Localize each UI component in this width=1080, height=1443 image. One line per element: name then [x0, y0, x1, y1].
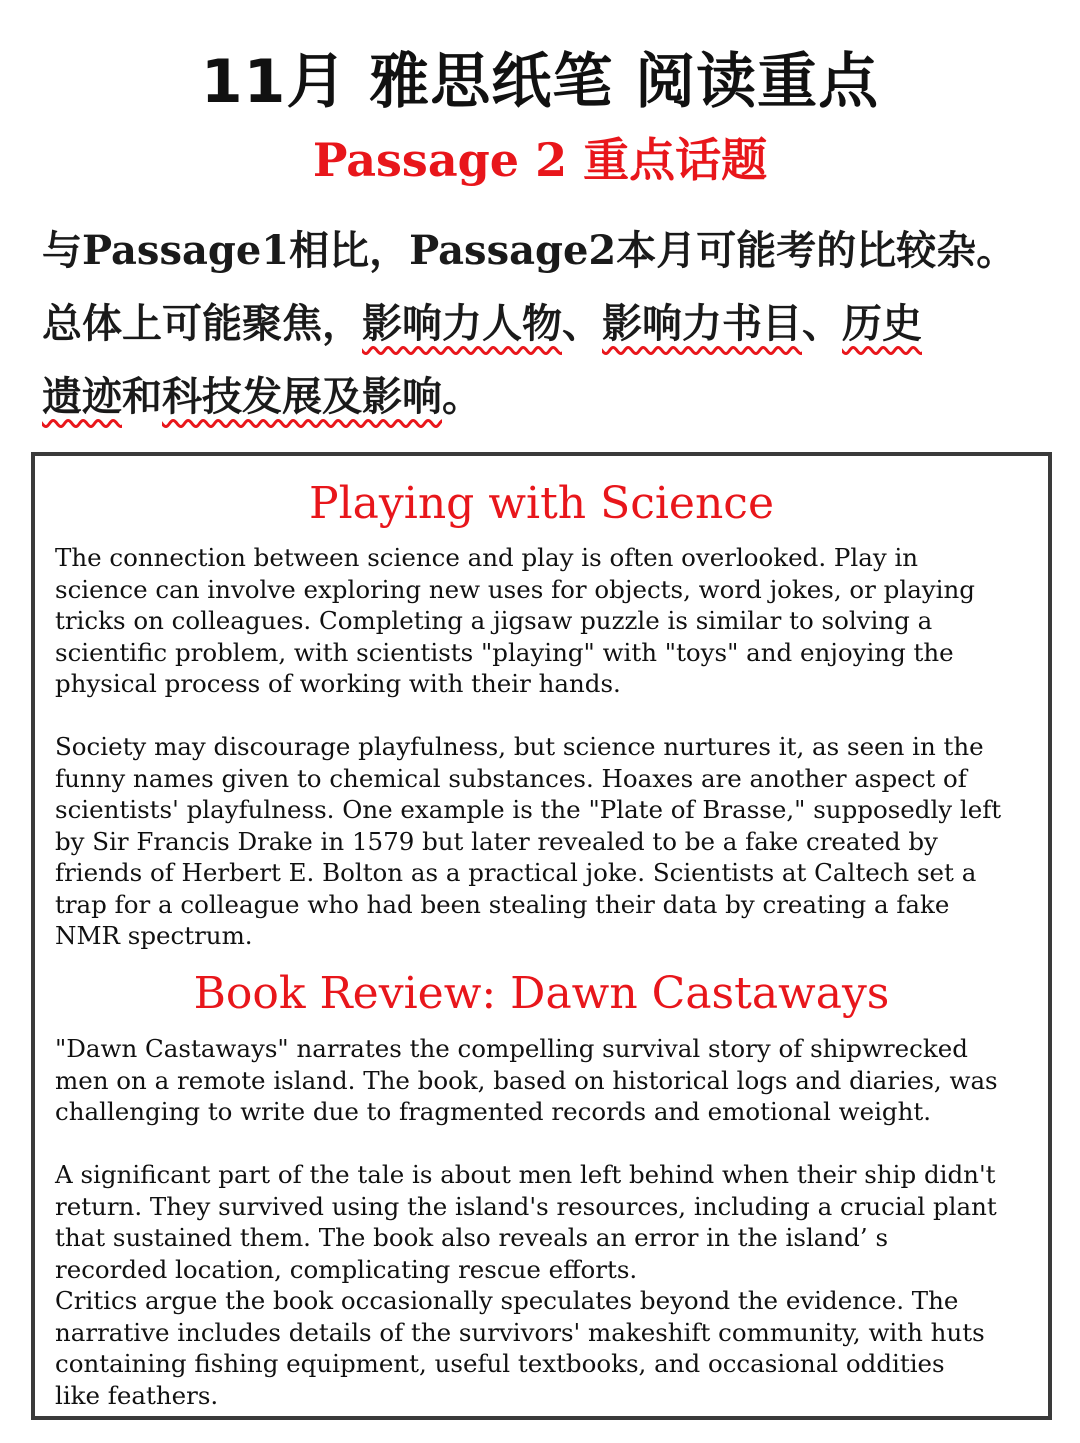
text-line: tricks on colleagues. Completing a jigsaw puzzle is similar to solving a [55, 606, 933, 635]
page-title: 11月 雅思纸笔 阅读重点 [200, 47, 880, 117]
text-line: physical process of working with their hands. [55, 669, 621, 698]
article-2-paragraph-1 [55, 1033, 1045, 1128]
text-line: trap for a colleague who had been stealing their data by creating a fake [55, 889, 950, 919]
text-line: containing fishing equipment, useful textbooks, and occasional oddities [55, 1349, 945, 1378]
text-line: return. They survived using the island's resources, including a crucial plant [55, 1191, 997, 1221]
topic-history-sites: 遗迹 [42, 373, 122, 420]
page-subtitle: Passage 2 重点话题 [312, 133, 768, 187]
text-line: like feathers. [55, 1380, 219, 1410]
intro-text [42, 214, 1052, 433]
text-line: science can involve exploring new uses for objects, word jokes, or playing [55, 574, 975, 604]
intro-ending: 。 [442, 373, 482, 420]
intro-prefix: 总体上可能聚焦， [42, 300, 362, 347]
article-title-book-review: Book Review: Dawn Castaways [193, 968, 890, 1019]
text-line: scientists' playfulness. One example is the "Plate of Brasse," supposedly left [55, 795, 1002, 824]
intro-line-1: 与Passage1相比，Passage2本月可能考的比较杂。 [42, 227, 1017, 274]
intro-line-3 [42, 360, 1052, 433]
intro-connector: 和 [122, 373, 162, 420]
text-line: friends of Herbert E. Bolton as a practical joke. Scientists at Caltech set a [55, 858, 977, 887]
text-line: scientific problem, with scientists "playing" with "toys" and enjoying the [55, 637, 954, 667]
text-line: "Dawn Castaways" narrates the compelling survival story of shipwrecked [55, 1034, 968, 1063]
content-card [31, 452, 1052, 1420]
intro-separator: 、 [562, 300, 602, 347]
text-line: Critics argue the book occasionally speculates beyond the evidence. The [55, 1286, 959, 1315]
intro-separator: 、 [802, 300, 842, 347]
article-2-paragraph-2 [55, 1159, 1045, 1411]
text-line: NMR spectrum. [55, 921, 253, 950]
text-line: A significant part of the tale is about men left behind when their ship didn't [55, 1160, 996, 1189]
article-title-playing-with-science: Playing with Science [309, 478, 774, 529]
text-line: challenging to write due to fragmented records and emotional weight. [55, 1097, 932, 1126]
text-line: that sustained them. The book also reveals an error in the island’ s [55, 1223, 889, 1252]
intro-line-2 [42, 287, 1052, 360]
article-1-paragraph-2 [55, 731, 1045, 952]
article-1-paragraph-1 [55, 542, 1045, 700]
text-line: narrative includes details of the survivors' makeshift community, with huts [55, 1317, 985, 1347]
text-line: men on a remote island. The book, based on historical logs and diaries, was [55, 1065, 998, 1095]
text-line: The connection between science and play is often overlooked. Play in [55, 543, 919, 572]
text-line: by Sir Francis Drake in 1579 but later revealed to be a fake created by [55, 826, 938, 856]
text-line: Society may discourage playfulness, but science nurtures it, as seen in the [55, 732, 984, 761]
topic-technology: 科技发展及影响 [162, 373, 442, 420]
text-line: funny names given to chemical substances. Hoaxes are another aspect of [55, 763, 967, 793]
topic-history: 历史 [842, 300, 922, 347]
text-line: recorded location, complicating rescue efforts. [55, 1254, 638, 1284]
topic-influential-books: 影响力书目 [602, 300, 802, 347]
topic-influential-people: 影响力人物 [362, 300, 562, 347]
